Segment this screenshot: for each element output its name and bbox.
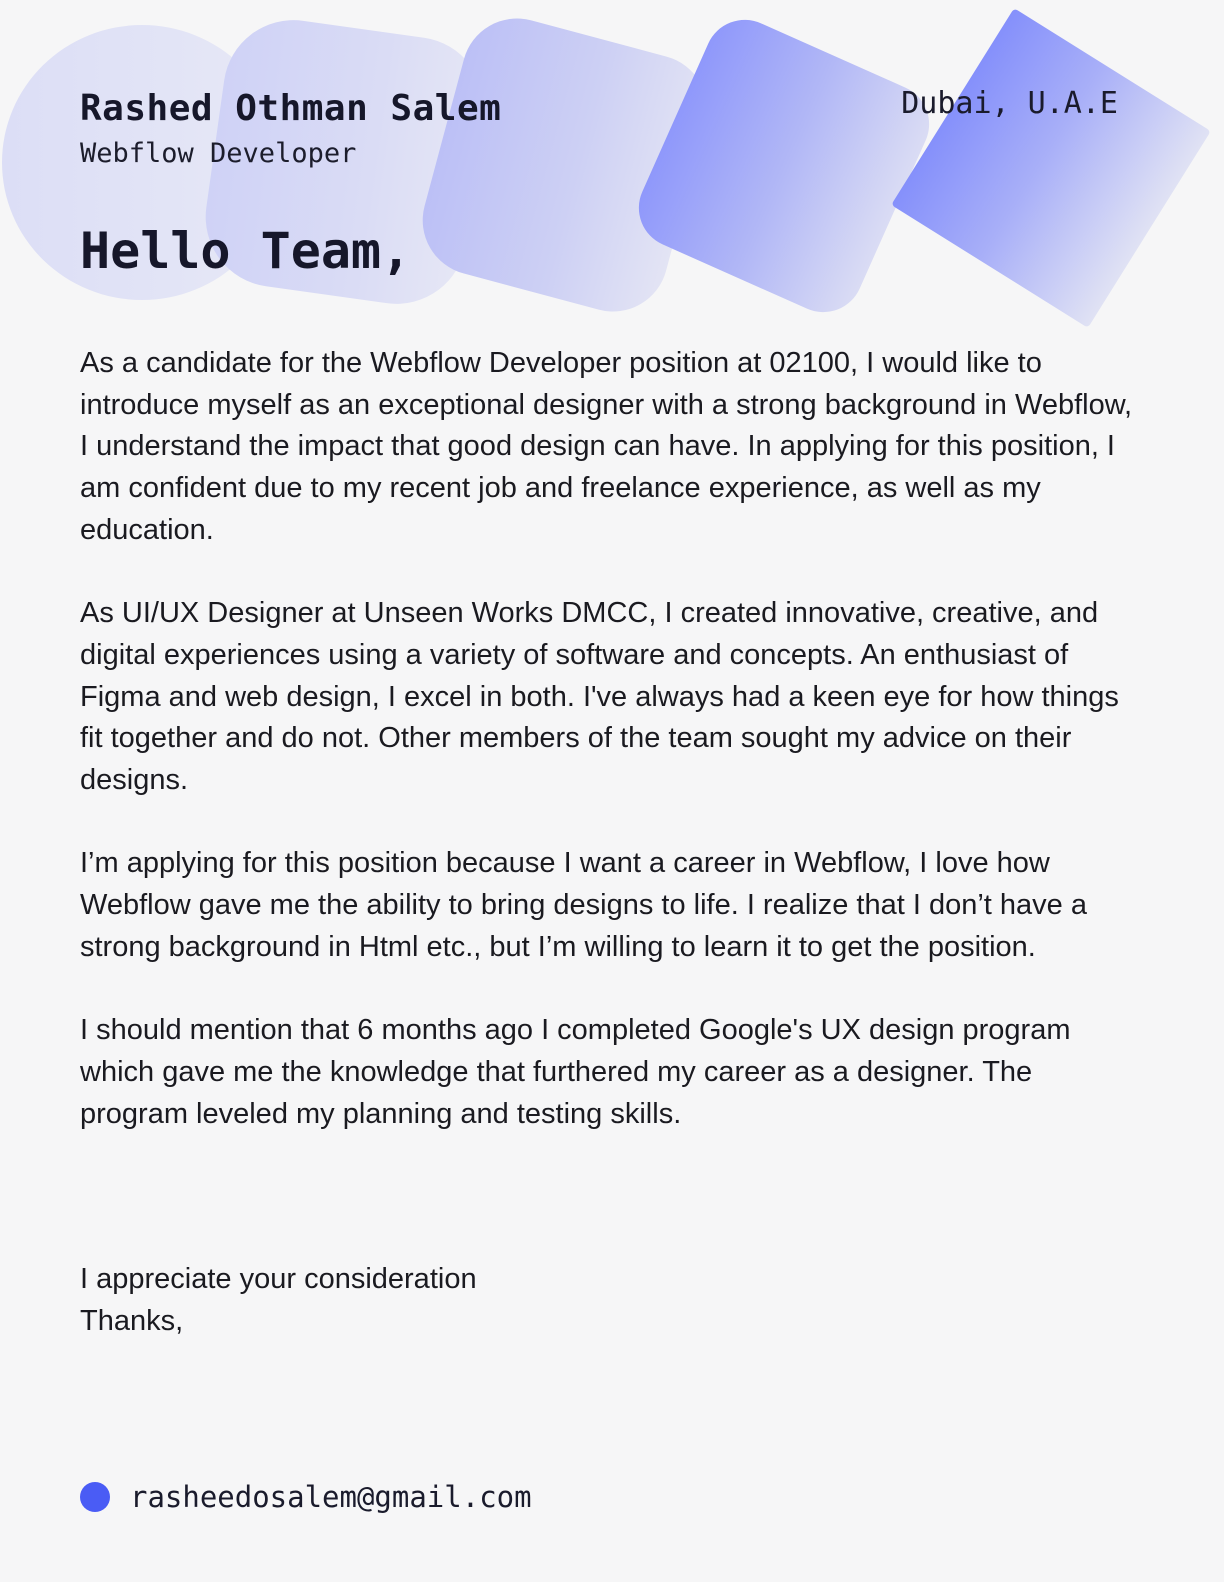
closing-line: I appreciate your consideration (80, 1263, 477, 1295)
email-link[interactable]: rasheedosalem@gmail.com (130, 1480, 532, 1514)
applicant-role: Webflow Developer (80, 138, 357, 169)
signoff: Thanks, (80, 1304, 184, 1337)
applicant-name: Rashed Othman Salem (80, 88, 502, 129)
letter-paragraph: I should mention that 6 months ago I completed Google's UX design program which gave me the knowledge that furthered my career as a designer. The program leveled my planning and testing skills. (80, 1014, 1071, 1130)
header-decoration (0, 0, 1224, 340)
applicant-location: Dubai, U.A.E (901, 86, 1118, 121)
decor-square-shape (891, 8, 1211, 328)
letter-paragraph: As UI/UX Designer at Unseen Works DMCC, I created innovative, creative, and digital experiences using a variety of software and concepts. An enthusiast of Figma and web design, I excel in both. I've always had a keen eye for how things fit together and do not. Other members of the team sought my advice on their designs. (80, 597, 1119, 797)
decor-rounded-square-shape-3 (626, 7, 942, 325)
contact-info (80, 1475, 532, 1519)
email-dot-icon (80, 1482, 110, 1512)
letter-greeting: Hello Team, (80, 222, 412, 280)
letter-paragraph: As a candidate for the Webflow Developer position at 02100, I would like to introduce myself as an exceptional designer with a strong background in Webflow, I understand the impact that good design can have. In applying for this position, I am confident due to my recent job and freelance experience, as well as my education. (80, 347, 1133, 546)
letter-paragraph: I’m applying for this position because I want a career in Webflow, I love how Webflow gave me the ability to bring designs to life. I realize that I don’t have a strong background in Html etc., but I’m willing to learn it to get the position. (80, 847, 1087, 963)
letter-body (80, 343, 1144, 1177)
letter-closing (80, 1259, 477, 1342)
